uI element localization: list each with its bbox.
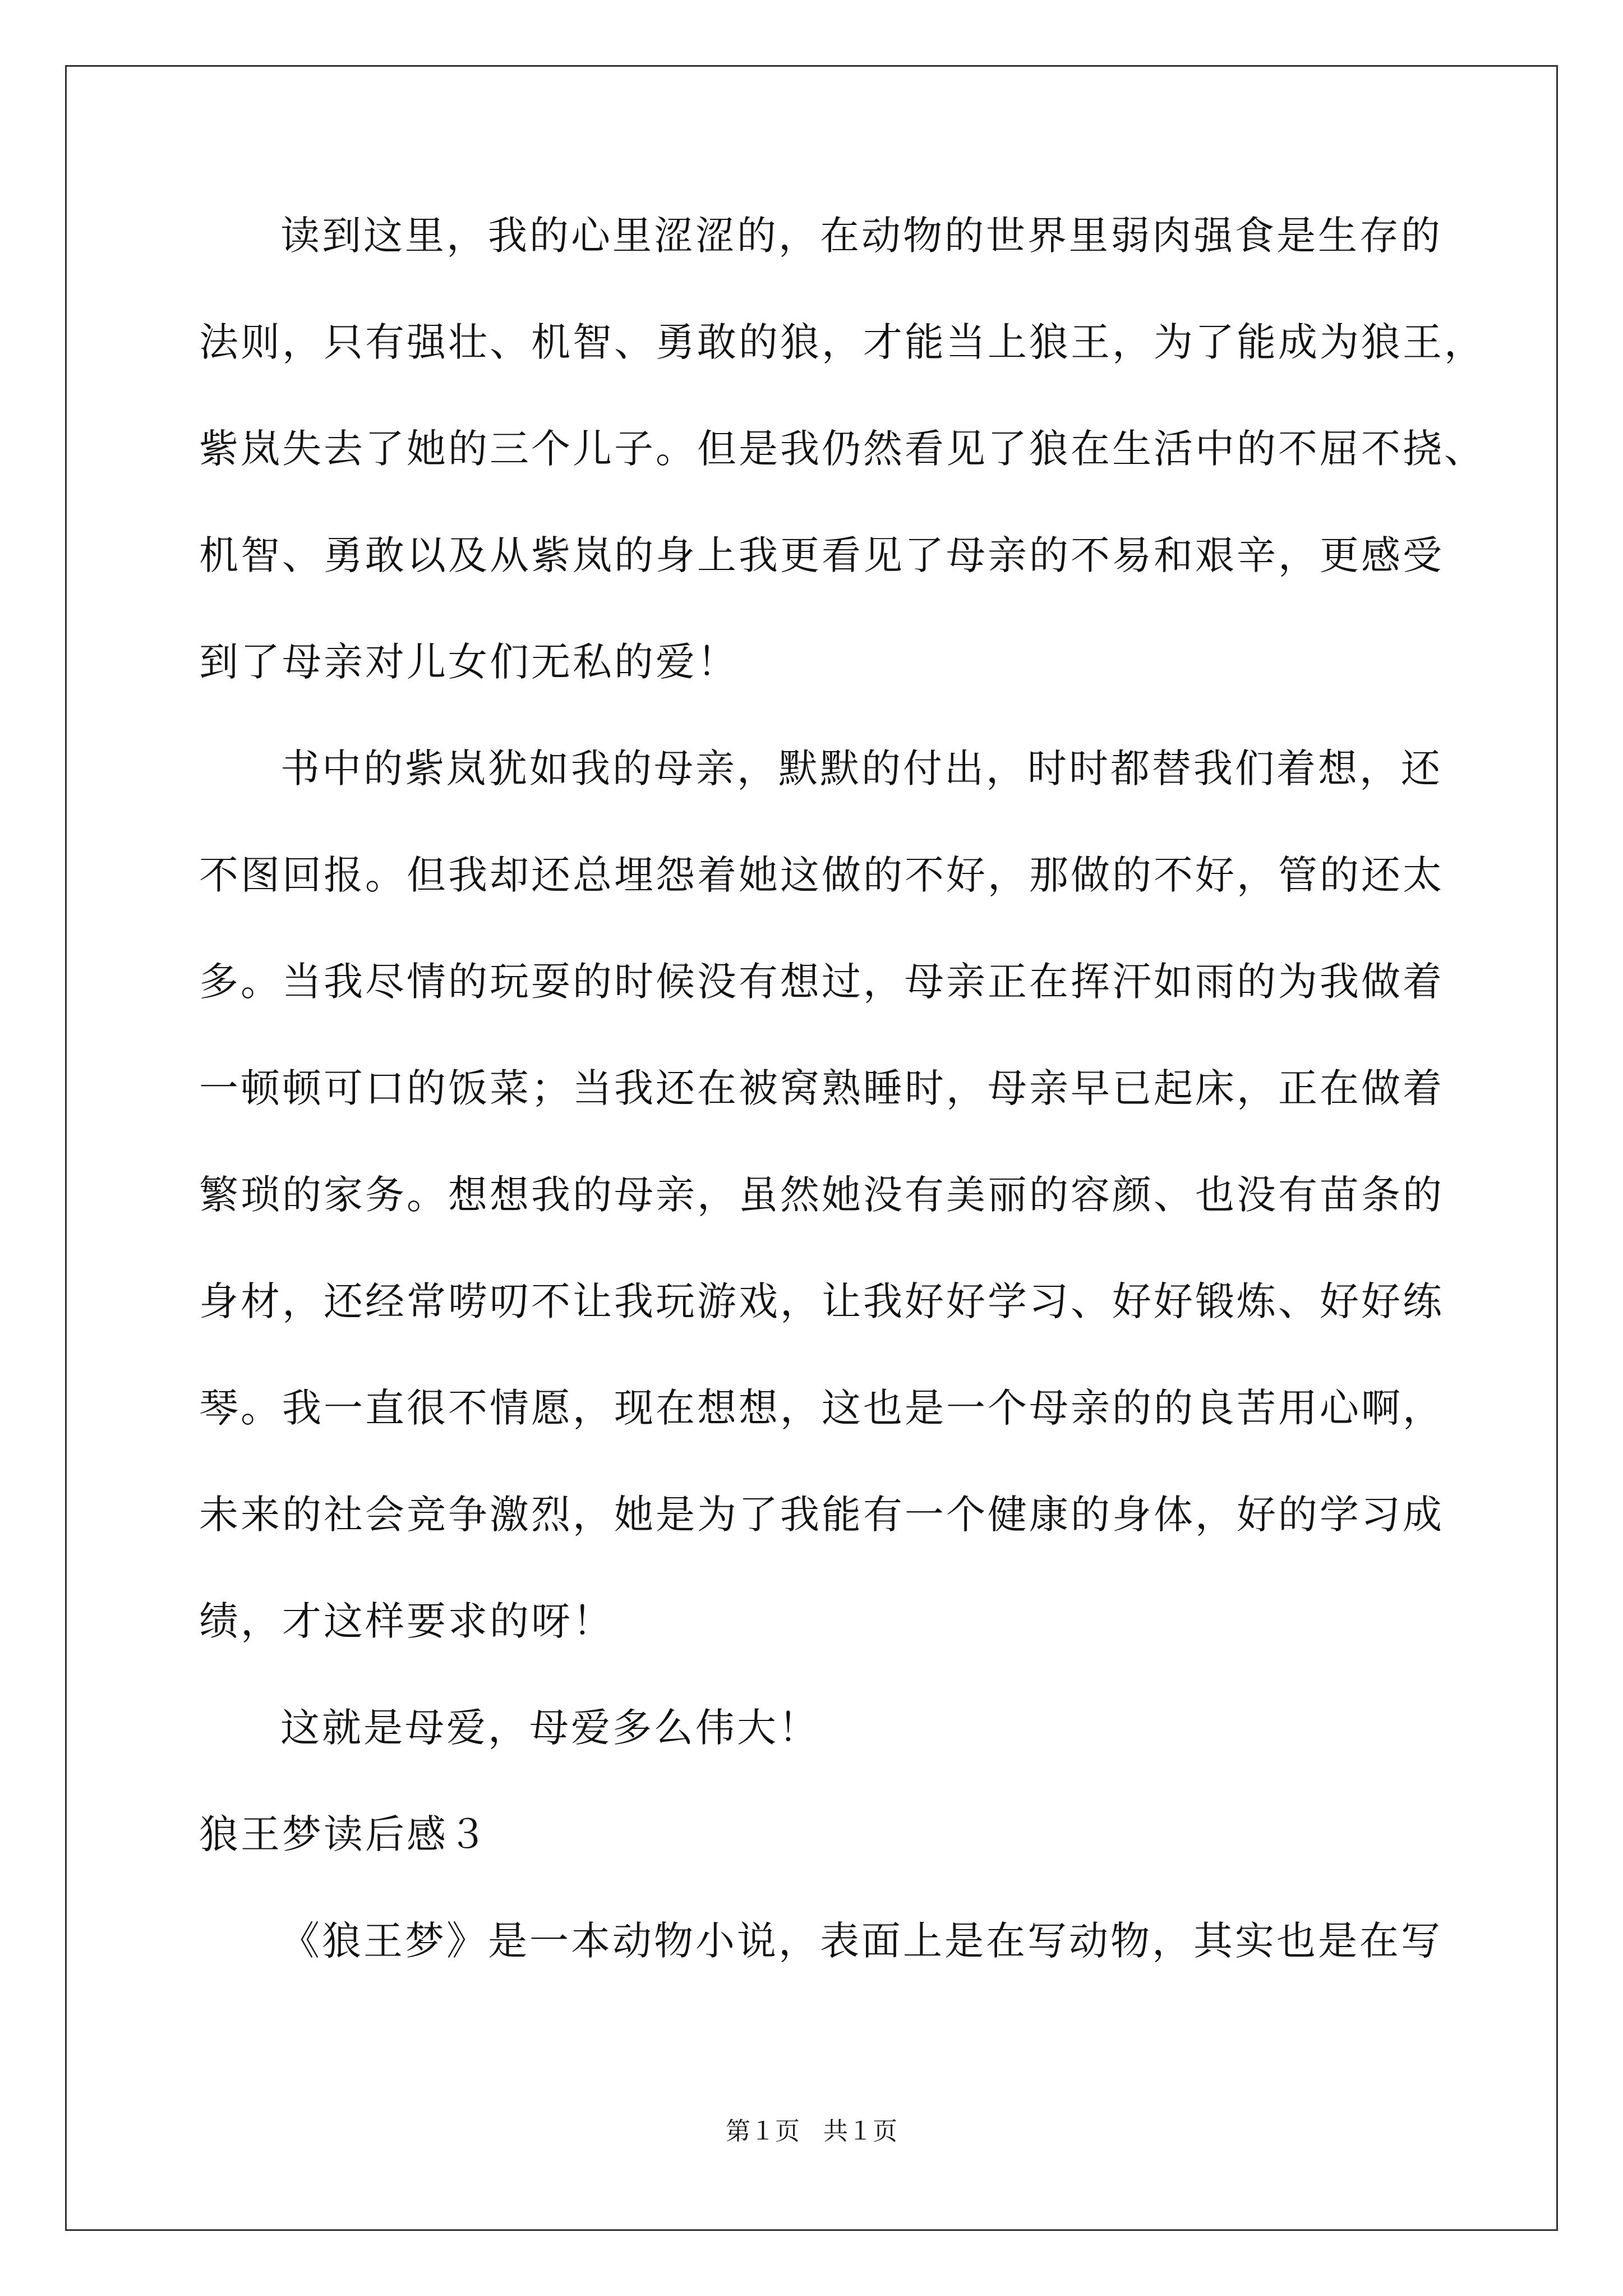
text-line: 书中的紫岚犹如我的母亲，默默的付出，时时都替我们着想，还 <box>280 746 1442 792</box>
text-line: 绩，才这样要求的呀！ <box>199 1598 614 1644</box>
section-heading: 狼王梦读后感３ <box>199 1811 490 1857</box>
page-footer <box>0 2115 1623 2148</box>
text-line: 《狼王梦》是一本动物小说，表面上是在写动物，其实也是在写 <box>280 1918 1442 1964</box>
text-line: 紫岚失去了她的三个儿子。但是我仍然看见了狼在生活中的不屈不挠、 <box>199 426 1486 472</box>
text-line: 未来的社会竞争激烈，她是为了我能有一个健康的身体，好的学习成 <box>199 1492 1444 1538</box>
text-line: 一顿顿可口的饭菜；当我还在被窝熟睡时，母亲早已起床，正在做着 <box>199 1065 1444 1111</box>
text-line: 繁琐的家务。想想我的母亲，虽然她没有美丽的容颜、也没有苗条的 <box>199 1172 1444 1218</box>
text-line: 多。当我尽情的玩耍的时候没有想过，母亲正在挥汗如雨的为我做着 <box>199 959 1444 1005</box>
text-line: 法则，只有强壮、机智、勇敢的狼，才能当上狼王，为了能成为狼王， <box>199 319 1486 365</box>
page-border <box>65 65 1558 2231</box>
text-line: 到了母亲对儿女们无私的爱！ <box>199 639 739 685</box>
text-line: 身材，还经常唠叨不让我玩游戏，让我好好学习、好好锻炼、好好练 <box>199 1278 1444 1324</box>
text-line: 读到这里，我的心里涩涩的，在动物的世界里弱肉强食是生存的 <box>280 213 1442 259</box>
page-number: 第１页 <box>726 2117 800 2146</box>
text-line: 不图回报。但我却还总埋怨着她这做的不好，那做的不好，管的还太 <box>199 852 1444 898</box>
text-line: 琴。我一直很不情愿，现在想想，这也是一个母亲的的良苦用心啊， <box>199 1385 1444 1431</box>
page-total: 共１页 <box>823 2117 897 2146</box>
text-line: 这就是母爱，母爱多么伟大！ <box>280 1705 820 1751</box>
text-line: 机智、勇敢以及从紫岚的身上我更看见了母亲的不易和艰辛，更感受 <box>199 532 1444 578</box>
